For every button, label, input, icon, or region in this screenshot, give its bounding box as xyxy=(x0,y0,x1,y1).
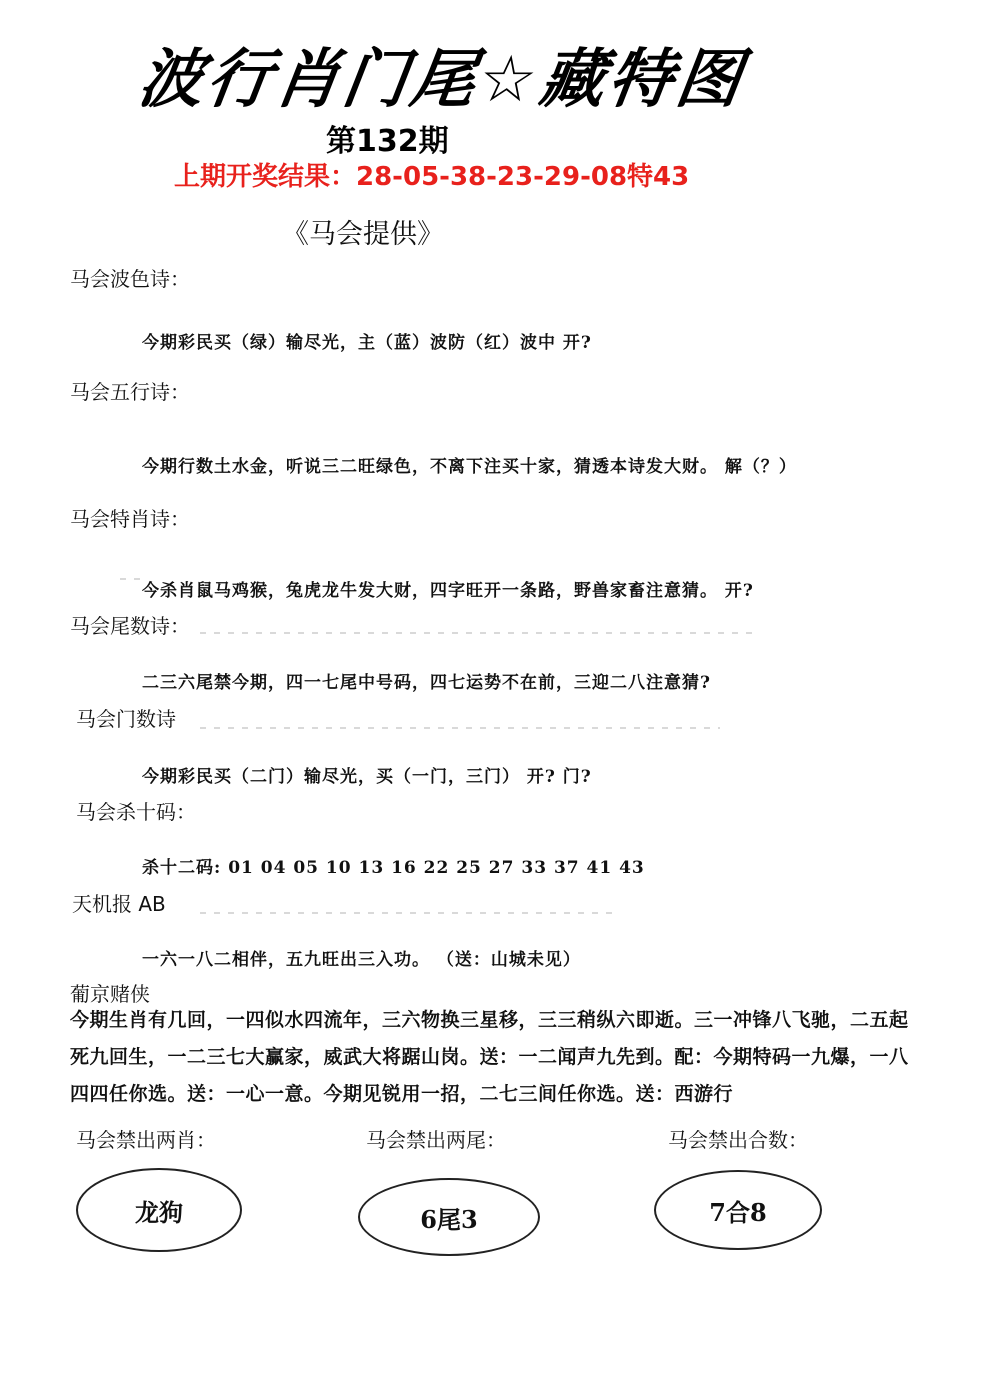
section-heading-special-zodiac: 马会特肖诗： xyxy=(70,507,190,531)
section-text-five-elements: 今期行数土水金，听说三二旺绿色，不离下注买十家，猜透本诗发大财。 解（？） xyxy=(142,457,797,477)
section-heading-tail-numbers: 马会尾数诗： xyxy=(70,614,190,638)
provider-label: 《马会提供》 xyxy=(282,219,444,250)
page-title: 波行肖门尾☆藏特图 xyxy=(133,43,750,117)
ban-oval-tail xyxy=(358,1178,540,1256)
section-text-wave-color: 今期彩民买（绿）输尽光，主（蓝）波防（红）波中 开? xyxy=(142,333,592,353)
last-draw-result: 上期开奖结果：28-05-38-23-29-08特43 xyxy=(174,162,690,192)
section-heading-gambler: 葡京赌侠 xyxy=(70,982,150,1006)
section-heading-wave-color: 马会波色诗： xyxy=(70,267,190,291)
scan-artifact xyxy=(120,578,140,580)
section-text-kill-codes: 杀十二码: 01 04 05 10 13 16 22 25 27 33 37 41 43 xyxy=(142,858,645,878)
gambler-paragraph: 今期生肖有几回，一四似水四流年，三六物换三星移，三三稍纵六即逝。三一冲锋八飞驰，二五起死九回生，一二三七大赢家，威武大将踞山岗。送：一二闻声九先到。配：今期特码一九爆，一八四四任你选。送：一心一意。今期见锐用一招，二七三间任你选。送：西游行 xyxy=(70,1009,909,1105)
ban-value-tail: 6尾3 xyxy=(420,1204,478,1234)
scan-artifact xyxy=(200,912,620,914)
section-heading-tianji: 天机报 AB xyxy=(72,892,166,916)
issue-number: 第132期 xyxy=(326,124,449,159)
ban-label-tail: 马会禁出两尾： xyxy=(366,1128,506,1152)
section-heading-gate-numbers: 马会门数诗 xyxy=(76,707,176,731)
ban-label-sum: 马会禁出合数： xyxy=(668,1128,808,1152)
ban-label-zodiac: 马会禁出两肖： xyxy=(76,1128,216,1152)
ban-value-sum: 7合8 xyxy=(709,1197,767,1227)
section-heading-kill-codes: 马会杀十码： xyxy=(76,800,196,824)
section-heading-five-elements: 马会五行诗： xyxy=(70,380,190,404)
section-text-tianji: 一六一八二相伴，五九旺出三入功。 （送：山城未见） xyxy=(142,950,581,970)
ban-oval-sum xyxy=(654,1170,822,1250)
section-text-gate-numbers: 今期彩民买（二门）输尽光，买（一门，三门） 开? 门? xyxy=(142,767,592,787)
scan-artifact xyxy=(200,632,760,634)
section-text-special-zodiac: 今杀肖鼠马鸡猴，兔虎龙牛发大财，四字旺开一条路，野兽家畜注意猜。 开? xyxy=(142,581,754,601)
scan-artifact xyxy=(200,727,720,729)
ban-value-zodiac: 龙狗 xyxy=(135,1197,183,1227)
ban-oval-zodiac xyxy=(76,1168,242,1252)
section-text-tail-numbers: 二三六尾禁今期，四一七尾中号码，四七运势不在前，三迎二八注意猜? xyxy=(142,673,711,693)
